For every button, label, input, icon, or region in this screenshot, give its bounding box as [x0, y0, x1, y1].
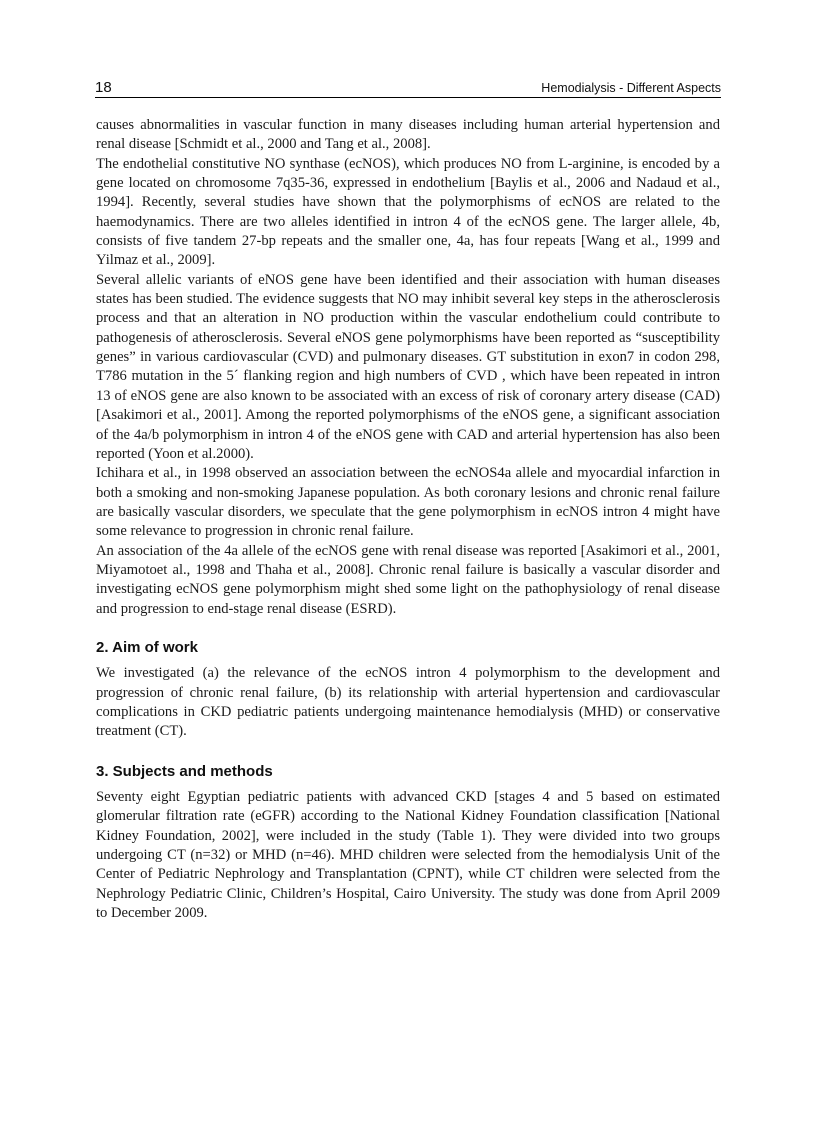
paragraph: Several allelic variants of eNOS gene have been identified and their association with human diseases states has been studied. The evidence suggests that NO may inhibit several key steps in the atherosclerosis process and that an alteration in NO production within the vascular endothelium could contribute to pathogenesis of atherosclerosis. Several eNOS gene polymorphisms have been reported as “susceptibility genes” in various cardiovascular (CVD) and pulmonary diseases. GT substitution in exon7 in codon 298, T786 mutation in the 5´ flanking region and high numbers of CVD , which have been repeated in intron 13 of eNOS gene are also known to be associated with an excess of risk of coronary artery disease (CAD) [Asakimori et al., 2001]. Among the reported polymorphisms of the eNOS gene, a significant association of the 4a/b polymorphism in intron 4 of the eNOS gene with CAD and arterial hypertension has also been reported (Yoon et al.2000). — [96, 271, 720, 462]
paragraph-methods: Seventy eight Egyptian pediatric patients with advanced CKD [stages 4 and 5 based on estimated glomerular filtration rate (eGFR) according to the National Kidney Foundation classification [National Kidney Foundation, 2002], were included in the study (Table 1). They were divided into two groups undergoing CT (n=32) or MHD (n=46). MHD children were selected from the hemodialysis Unit of the Center of Pediatric Nephrology and Transplantation (CPNT), while CT children were selected from the Nephrology Pediatric Clinic, Children’s Hospital, Cairo University. The study was done from April 2009 to December 2009. — [96, 789, 720, 922]
paragraph-aim: We investigated (a) the relevance of the ecNOS intron 4 polymorphism to the development and progression of chronic renal failure, (b) its relationship with arterial hypertension and cardiovascular complications in CKD pediatric patients undergoing maintenance hemodialysis (MHD) or conservative treatment (CT). — [96, 665, 720, 740]
paragraph: An association of the 4a allele of the ecNOS gene with renal disease was reported [Asakimori et al., 2001, Miyamotoet al., 1998 and Thaha et al., 2008]. Chronic renal failure is basically a vascular disorder and investigating ecNOS gene polymorphism might shed some light on the pathophysiology of renal disease and progression to end-stage renal disease (ESRD). — [96, 542, 720, 617]
paragraph: Ichihara et al., in 1998 observed an association between the ecNOS4a allele and myocardial infarction in both a smoking and non-smoking Japanese population. As both coronary lesions and chronic renal failure are basically vascular disorders, we speculate that the gene polymorphism in ecNOS intron 4 might have some relevance to progression in chronic renal failure. — [96, 465, 720, 540]
page-number: 18 — [95, 79, 112, 96]
running-title: Hemodialysis - Different Aspects — [541, 81, 721, 95]
paragraph: The endothelial constitutive NO synthase (ecNOS), which produces NO from L-arginine, is encoded by a gene located on chromosome 7q35-36, expressed in endothelium [Baylis et al., 2006 and Nadaud et al., 1994]. Recently, several studies have shown that the polymorphisms of ecNOS are related to the haemodynamics. There are two alleles identified in intron 4 of the ecNOS gene. The larger allele, 4b, consists of five tandem 27-bp repeats and the smaller one, 4a, has four repeats [Wang et al., 1999 and Yilmaz et al., 2009]. — [96, 155, 720, 269]
body-text — [96, 116, 720, 923]
section-heading-aim: 2. Aim of work — [96, 638, 198, 656]
page-header — [95, 79, 721, 98]
paragraph: causes abnormalities in vascular function in many diseases including human arterial hypertension and renal disease [Schmidt et al., 2000 and Tang et al., 2008]. — [96, 117, 720, 153]
section-heading-methods: 3. Subjects and methods — [96, 762, 273, 780]
